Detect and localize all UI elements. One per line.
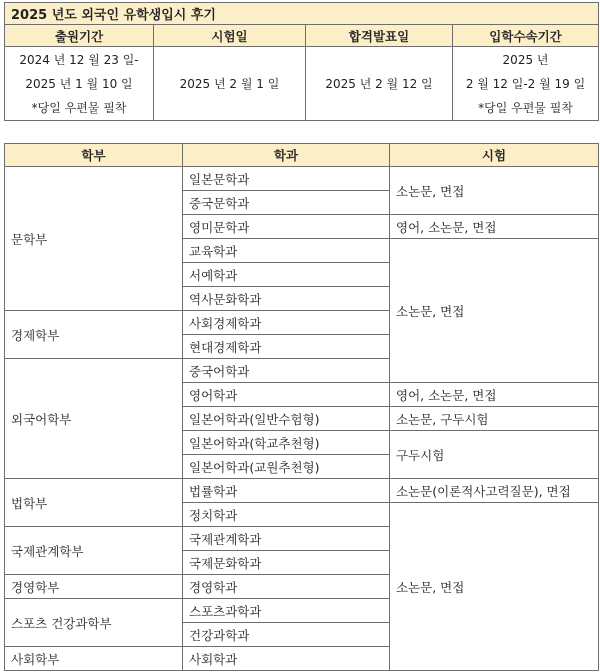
header-exam: 시험 [390,144,599,167]
exam-cell: 소논문(이론적사고력질문), 면접 [390,479,599,503]
enrollment-period [453,47,599,121]
major-cell: 국제관계학과 [183,527,390,551]
application-note: *당일 우편물 필착 [31,100,127,115]
exam-cell: 소논문, 면접 [390,167,599,215]
major-cell: 스포츠과학과 [183,599,390,623]
faculty-cell: 문학부 [5,167,183,311]
header-enrollment-period: 입학수속기간 [453,25,599,47]
schedule-table [4,2,599,121]
header-faculty: 학부 [5,144,183,167]
faculty-cell: 스포츠 건강과학부 [5,599,183,647]
result-date: 2025 년 2 월 12 일 [306,47,453,121]
major-cell: 영어학과 [183,383,390,407]
major-cell: 건강과학과 [183,623,390,647]
enrollment-year: 2025 년 [502,52,549,67]
faculty-cell: 경제학부 [5,311,183,359]
departments-table [4,143,599,671]
major-cell: 중국어학과 [183,359,390,383]
header-exam-date: 시험일 [154,25,306,47]
major-cell: 일본어학과(일반수험형) [183,407,390,431]
major-cell: 영미문학과 [183,215,390,239]
faculty-cell: 국제관계학부 [5,527,183,575]
application-start: 2024 년 12 월 23 일- [19,52,139,67]
major-cell: 서예학과 [183,263,390,287]
exam-cell: 소논문, 구두시험 [390,407,599,431]
major-cell: 사회학과 [183,647,390,671]
major-cell: 일본어학과(교원추천형) [183,455,390,479]
major-cell: 교육학과 [183,239,390,263]
major-cell: 현대경제학과 [183,335,390,359]
enrollment-note: *당일 우편물 필착 [478,100,573,115]
exam-cell: 소논문, 면접 [390,503,599,671]
major-cell: 경영학과 [183,575,390,599]
major-cell: 법률학과 [183,479,390,503]
major-cell: 일본어학과(학교추천형) [183,431,390,455]
major-cell: 일본문학과 [183,167,390,191]
major-cell: 중국문학과 [183,191,390,215]
application-period [5,47,154,121]
exam-cell: 영어, 소논문, 면접 [390,215,599,239]
faculty-cell: 외국어학부 [5,359,183,479]
faculty-cell: 경영학부 [5,575,183,599]
exam-cell: 구두시험 [390,431,599,479]
exam-cell: 영어, 소논문, 면접 [390,383,599,407]
application-end: 2025 년 1 월 10 일 [25,76,133,91]
enrollment-dates: 2 월 12 일-2 월 19 일 [465,76,586,91]
faculty-cell: 사회학부 [5,647,183,671]
major-cell: 역사문화학과 [183,287,390,311]
major-cell: 국제문화학과 [183,551,390,575]
major-cell: 사회경제학과 [183,311,390,335]
header-application-period: 출원기간 [5,25,154,47]
exam-cell: 소논문, 면접 [390,239,599,383]
schedule-title: 2025 년도 외국인 유학생입시 후기 [5,3,599,25]
header-major: 학과 [183,144,390,167]
faculty-cell: 법학부 [5,479,183,527]
exam-date: 2025 년 2 월 1 일 [154,47,306,121]
major-cell: 정치학과 [183,503,390,527]
header-result-date: 합격발표일 [306,25,453,47]
